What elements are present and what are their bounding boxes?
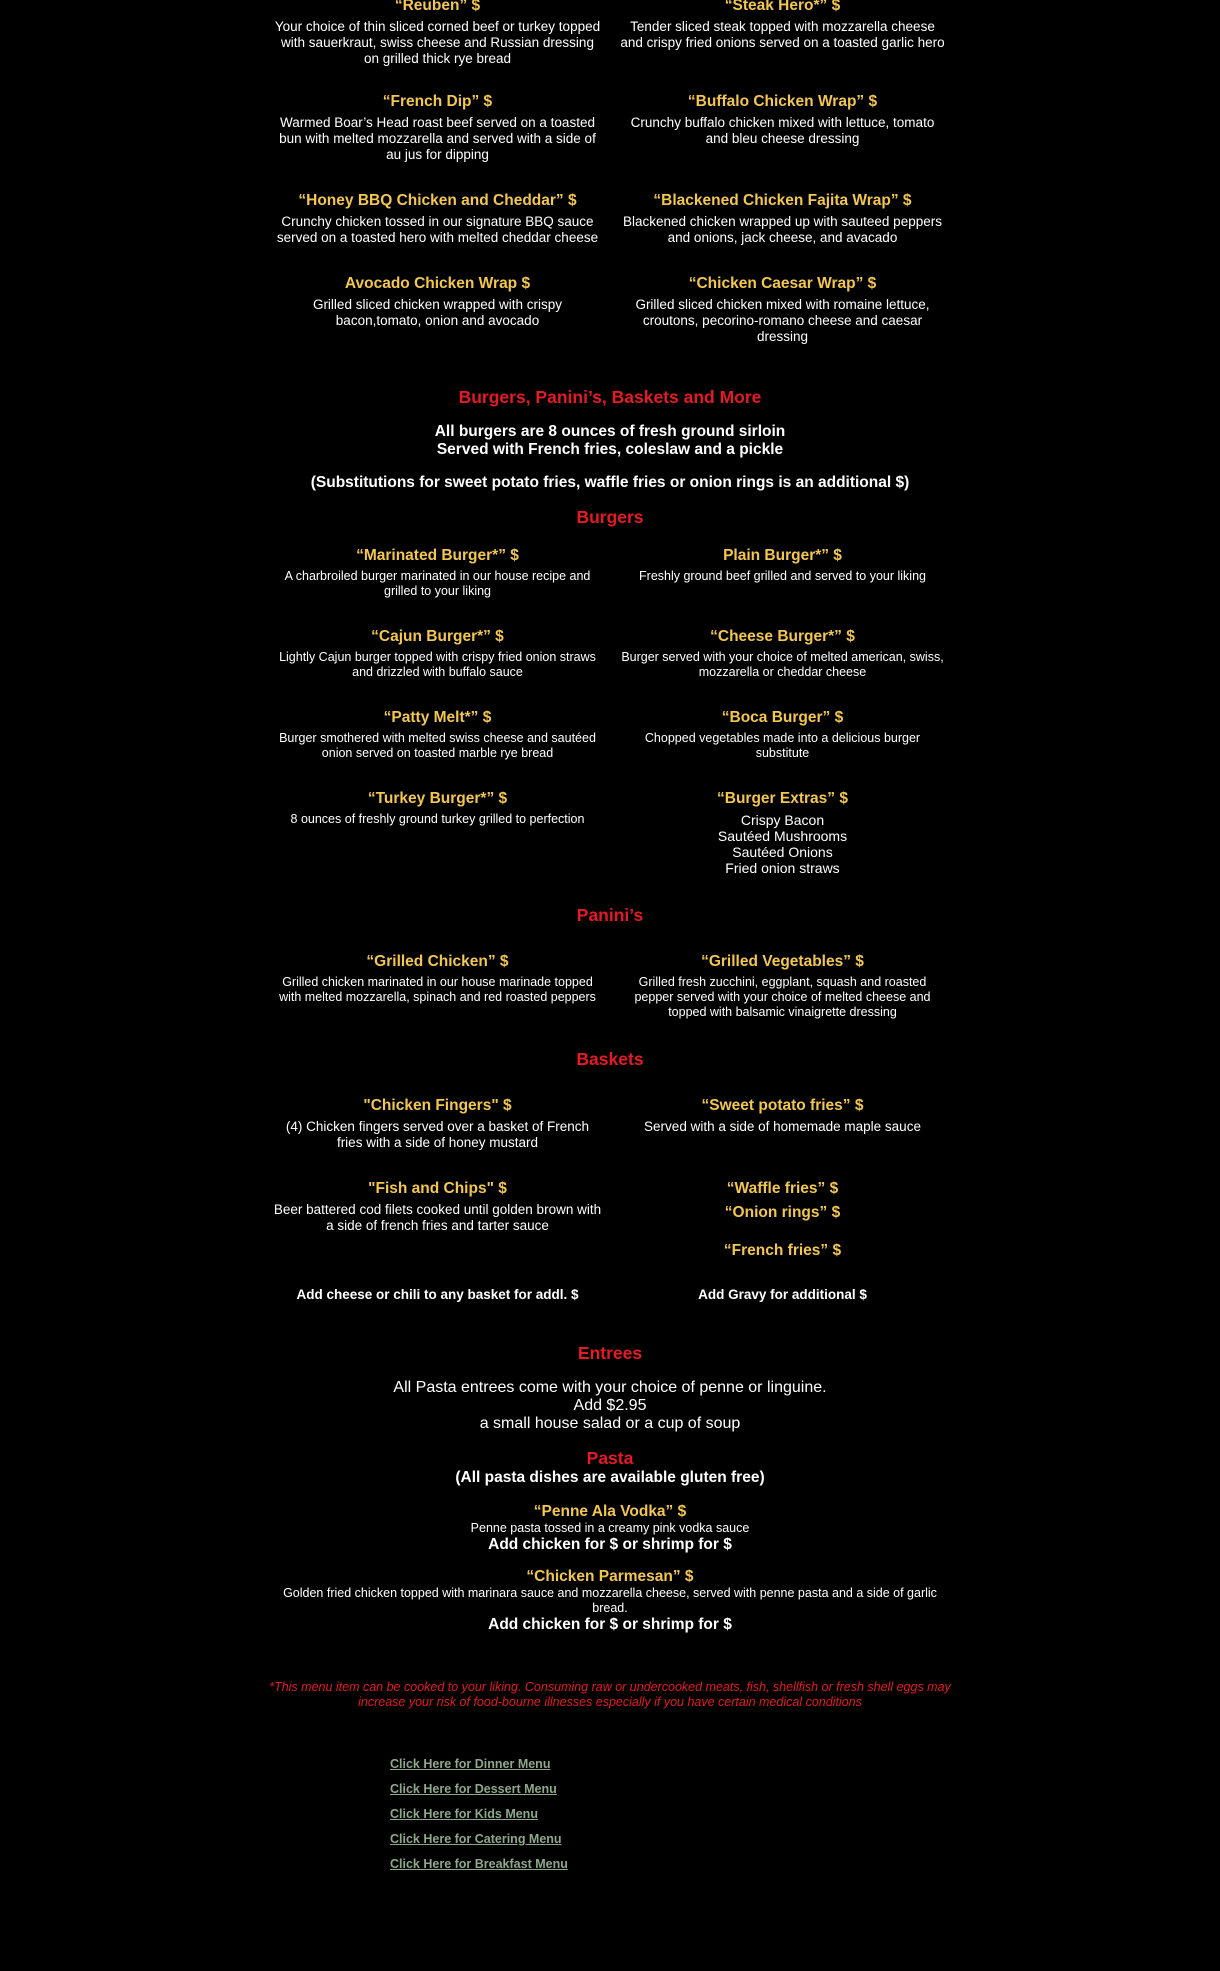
entrees-intro-line: All Pasta entrees come with your choice of penne or linguine.	[393, 1379, 827, 1396]
entrees-intro-line: Add $2.95	[573, 1397, 647, 1414]
item-title: “Boca Burger” $	[721, 709, 844, 726]
item-description: Warmed Boar’s Head roast beef served on a toasted bun with melted mozzarella and served with a side of au jus for dipping	[279, 115, 596, 162]
item-description: Blackened chicken wrapped up with sauteed peppers and onions, jack cheese, and avacado	[623, 214, 942, 245]
burger-row-2	[265, 627, 955, 680]
item-title: “Buffalo Chicken Wrap” $	[687, 93, 878, 110]
burger-extras	[610, 789, 955, 876]
panini-row	[265, 952, 955, 1020]
disclaimer: *This menu item can be cooked to your liking. Consuming raw or undercooked meats, fish, shellfish or fresh shell eggs may increase your risk of food-bourne illnesses especially if you have certain medical conditions	[269, 1680, 951, 1709]
item-description: Served with a side of homemade maple sauce	[644, 1119, 921, 1134]
item-title: “Sweet potato fries” $	[701, 1097, 864, 1114]
item-title: “Marinated Burger*” $	[356, 547, 519, 564]
item-title: “French Dip” $	[382, 93, 493, 110]
item-title: "Fish and Chips" $	[368, 1180, 507, 1197]
item-title: “Blackened Chicken Fajita Wrap” $	[653, 192, 912, 209]
add-protein-note: Add chicken for $ or shrimp for $	[488, 1536, 732, 1553]
item-description: Grilled chicken marinated in our house marinade topped with melted mozzarella, spinach and red roasted peppers	[279, 975, 596, 1004]
section-title: Burgers, Panini’s, Baskets and More	[458, 387, 762, 407]
burger-intro	[265, 423, 955, 459]
sandwich-row-4	[265, 274, 955, 345]
item-title: “Burger Extras” $	[717, 790, 848, 807]
item-description: Your choice of thin sliced corned beef or turkey topped with sauerkraut, swiss cheese and Russian dressing on grilled thick rye bread	[274, 19, 601, 66]
item-description: Tender sliced steak topped with mozzarella cheese and crispy fried onions served on a toasted garlic hero	[620, 19, 945, 50]
item-title: “Honey BBQ Chicken and Cheddar” $	[298, 192, 577, 209]
dinner-menu-link[interactable]: Click Here for Dinner Menu	[390, 1757, 551, 1771]
menu-item	[265, 627, 610, 680]
item-description: Crunchy chicken tossed in our signature BBQ sauce served on a toasted hero with melted cheddar cheese	[276, 214, 599, 245]
menu-links	[390, 1757, 568, 1882]
item-title: “French fries” $	[723, 1242, 842, 1259]
item-title: Avocado Chicken Wrap $	[344, 275, 531, 292]
item-description: A charbroiled burger marinated in our house recipe and grilled to your liking	[284, 569, 591, 598]
item-title: “Grilled Vegetables” $	[701, 953, 864, 970]
extras-item: Fried onion straws	[725, 860, 840, 876]
item-title: “Onion rings” $	[724, 1204, 841, 1221]
item-title: Plain Burger*” $	[723, 547, 842, 564]
item-description: Crunchy buffalo chicken mixed with lettuce, tomato and bleu cheese dressing	[630, 115, 935, 146]
addon-note: Add cheese or chili to any basket for addl. $	[296, 1287, 579, 1302]
menu-item	[610, 708, 955, 761]
item-title: “Penne Ala Vodka” $	[533, 1503, 687, 1520]
penne-item	[265, 1502, 955, 1554]
item-description: Golden fried chicken topped with marinara sauce and mozzarella cheese, served with penne pasta and a side of garlic bread.	[283, 1586, 937, 1615]
item-title: “Steak Hero*” $	[724, 0, 841, 14]
parmesan-item	[265, 1567, 955, 1634]
burger-row-3	[265, 708, 955, 761]
menu-item	[610, 546, 955, 599]
menu-item	[610, 0, 955, 67]
menu-item	[610, 92, 955, 163]
menu-item	[265, 546, 610, 599]
item-description: Penne pasta tossed in a creamy pink vodka sauce	[470, 1521, 750, 1535]
burgers-subtitle-wrap	[265, 507, 955, 528]
menu-item	[610, 952, 955, 1020]
kids-menu-link[interactable]: Click Here for Kids Menu	[390, 1807, 538, 1821]
extras-item: Sautéed Mushrooms	[717, 828, 848, 844]
menu-item	[610, 1096, 955, 1151]
menu-item	[265, 274, 610, 345]
menu-item	[610, 274, 955, 345]
item-title: “Waffle fries” $	[726, 1180, 839, 1197]
item-title: “Patty Melt*” $	[383, 709, 492, 726]
item-description: 8 ounces of freshly ground turkey grilled to perfection	[290, 812, 585, 826]
fries-list	[610, 1179, 955, 1260]
item-title: “Cheese Burger*” $	[710, 628, 855, 645]
add-protein-note: Add chicken for $ or shrimp for $	[488, 1616, 732, 1633]
basket-row-1	[265, 1096, 955, 1151]
item-title: “Reuben” $	[394, 0, 481, 14]
item-title: “Cajun Burger*” $	[371, 628, 504, 645]
substitutions-note: (Substitutions for sweet potato fries, waffle fries or onion rings is an additional $)	[310, 474, 910, 491]
item-title: “Chicken Caesar Wrap” $	[688, 275, 877, 292]
item-title: “Turkey Burger*” $	[367, 790, 508, 807]
breakfast-menu-link[interactable]: Click Here for Breakfast Menu	[390, 1857, 568, 1871]
item-description: Grilled sliced chicken mixed with romaine lettuce, croutons, pecorino-romano cheese and caesar dressing	[635, 297, 930, 344]
section-title: Baskets	[576, 1049, 644, 1069]
menu-item	[265, 0, 610, 67]
item-title: "Chicken Fingers" $	[363, 1097, 512, 1114]
section-title: Panini’s	[576, 905, 644, 925]
dessert-menu-link[interactable]: Click Here for Dessert Menu	[390, 1782, 557, 1796]
menu-item	[265, 708, 610, 761]
basket-addons	[265, 1287, 955, 1302]
extras-item: Sautéed Onions	[732, 844, 833, 860]
burger-row-1	[265, 546, 955, 599]
pasta-note: (All pasta dishes are available gluten free)	[455, 1469, 765, 1486]
item-description: Chopped vegetables made into a delicious burger substitute	[644, 731, 921, 760]
sandwich-row-1	[265, 0, 955, 67]
section-subtitle: Pasta	[586, 1448, 634, 1468]
extras-list	[610, 812, 955, 876]
item-title: “Chicken Parmesan” $	[526, 1568, 694, 1585]
catering-menu-link[interactable]: Click Here for Catering Menu	[390, 1832, 562, 1846]
item-description: Lightly Cajun burger topped with crispy fried onion straws and drizzled with buffalo sauce	[279, 650, 596, 679]
sandwich-row-3	[265, 191, 955, 246]
menu-item	[265, 191, 610, 246]
paninis-header	[265, 905, 955, 926]
burger-intro-line: All burgers are 8 ounces of fresh ground sirloin	[434, 423, 786, 440]
burger-intro-line: Served with French fries, coleslaw and a pickle	[436, 441, 784, 458]
addon-note: Add Gravy for additional $	[698, 1287, 867, 1302]
burgers-section-header	[265, 387, 955, 408]
menu-item	[265, 1096, 610, 1151]
item-description: Beer battered cod filets cooked until golden brown with a side of french fries and tarter sauce	[273, 1202, 602, 1233]
entrees-intro-line: a small house salad or a cup of soup	[479, 1415, 741, 1432]
entrees-intro	[265, 1379, 955, 1433]
baskets-header	[265, 1049, 955, 1070]
item-description: Burger served with your choice of melted american, swiss, mozzarella or cheddar cheese	[621, 650, 944, 679]
extras-item: Crispy Bacon	[740, 812, 825, 828]
item-description: Burger smothered with melted swiss cheese and sautéed onion served on toasted marble rye bread	[279, 731, 596, 760]
item-description: Freshly ground beef grilled and served to your liking	[639, 569, 926, 583]
sandwich-row-2	[265, 92, 955, 163]
menu-item	[610, 627, 955, 680]
pasta-header	[265, 1448, 955, 1487]
basket-row-2	[265, 1179, 955, 1260]
section-subtitle: Burgers	[576, 507, 644, 527]
item-description: Grilled fresh zucchini, eggplant, squash and roasted pepper served with your choice of melted cheese and topped with balsamic vinaigrette dressing	[634, 975, 931, 1019]
menu-item	[610, 191, 955, 246]
item-description: (4) Chicken fingers served over a basket of French fries with a side of honey mustard	[285, 1119, 590, 1150]
item-description: Grilled sliced chicken wrapped with crispy bacon,tomato, onion and avocado	[312, 297, 563, 328]
menu-item	[265, 789, 610, 876]
entrees-header	[265, 1343, 955, 1364]
menu-item	[265, 1179, 610, 1260]
item-title: “Grilled Chicken” $	[366, 953, 509, 970]
menu-item	[265, 952, 610, 1020]
section-title: Entrees	[577, 1343, 643, 1363]
menu-item	[265, 92, 610, 163]
burger-row-4	[265, 789, 955, 876]
